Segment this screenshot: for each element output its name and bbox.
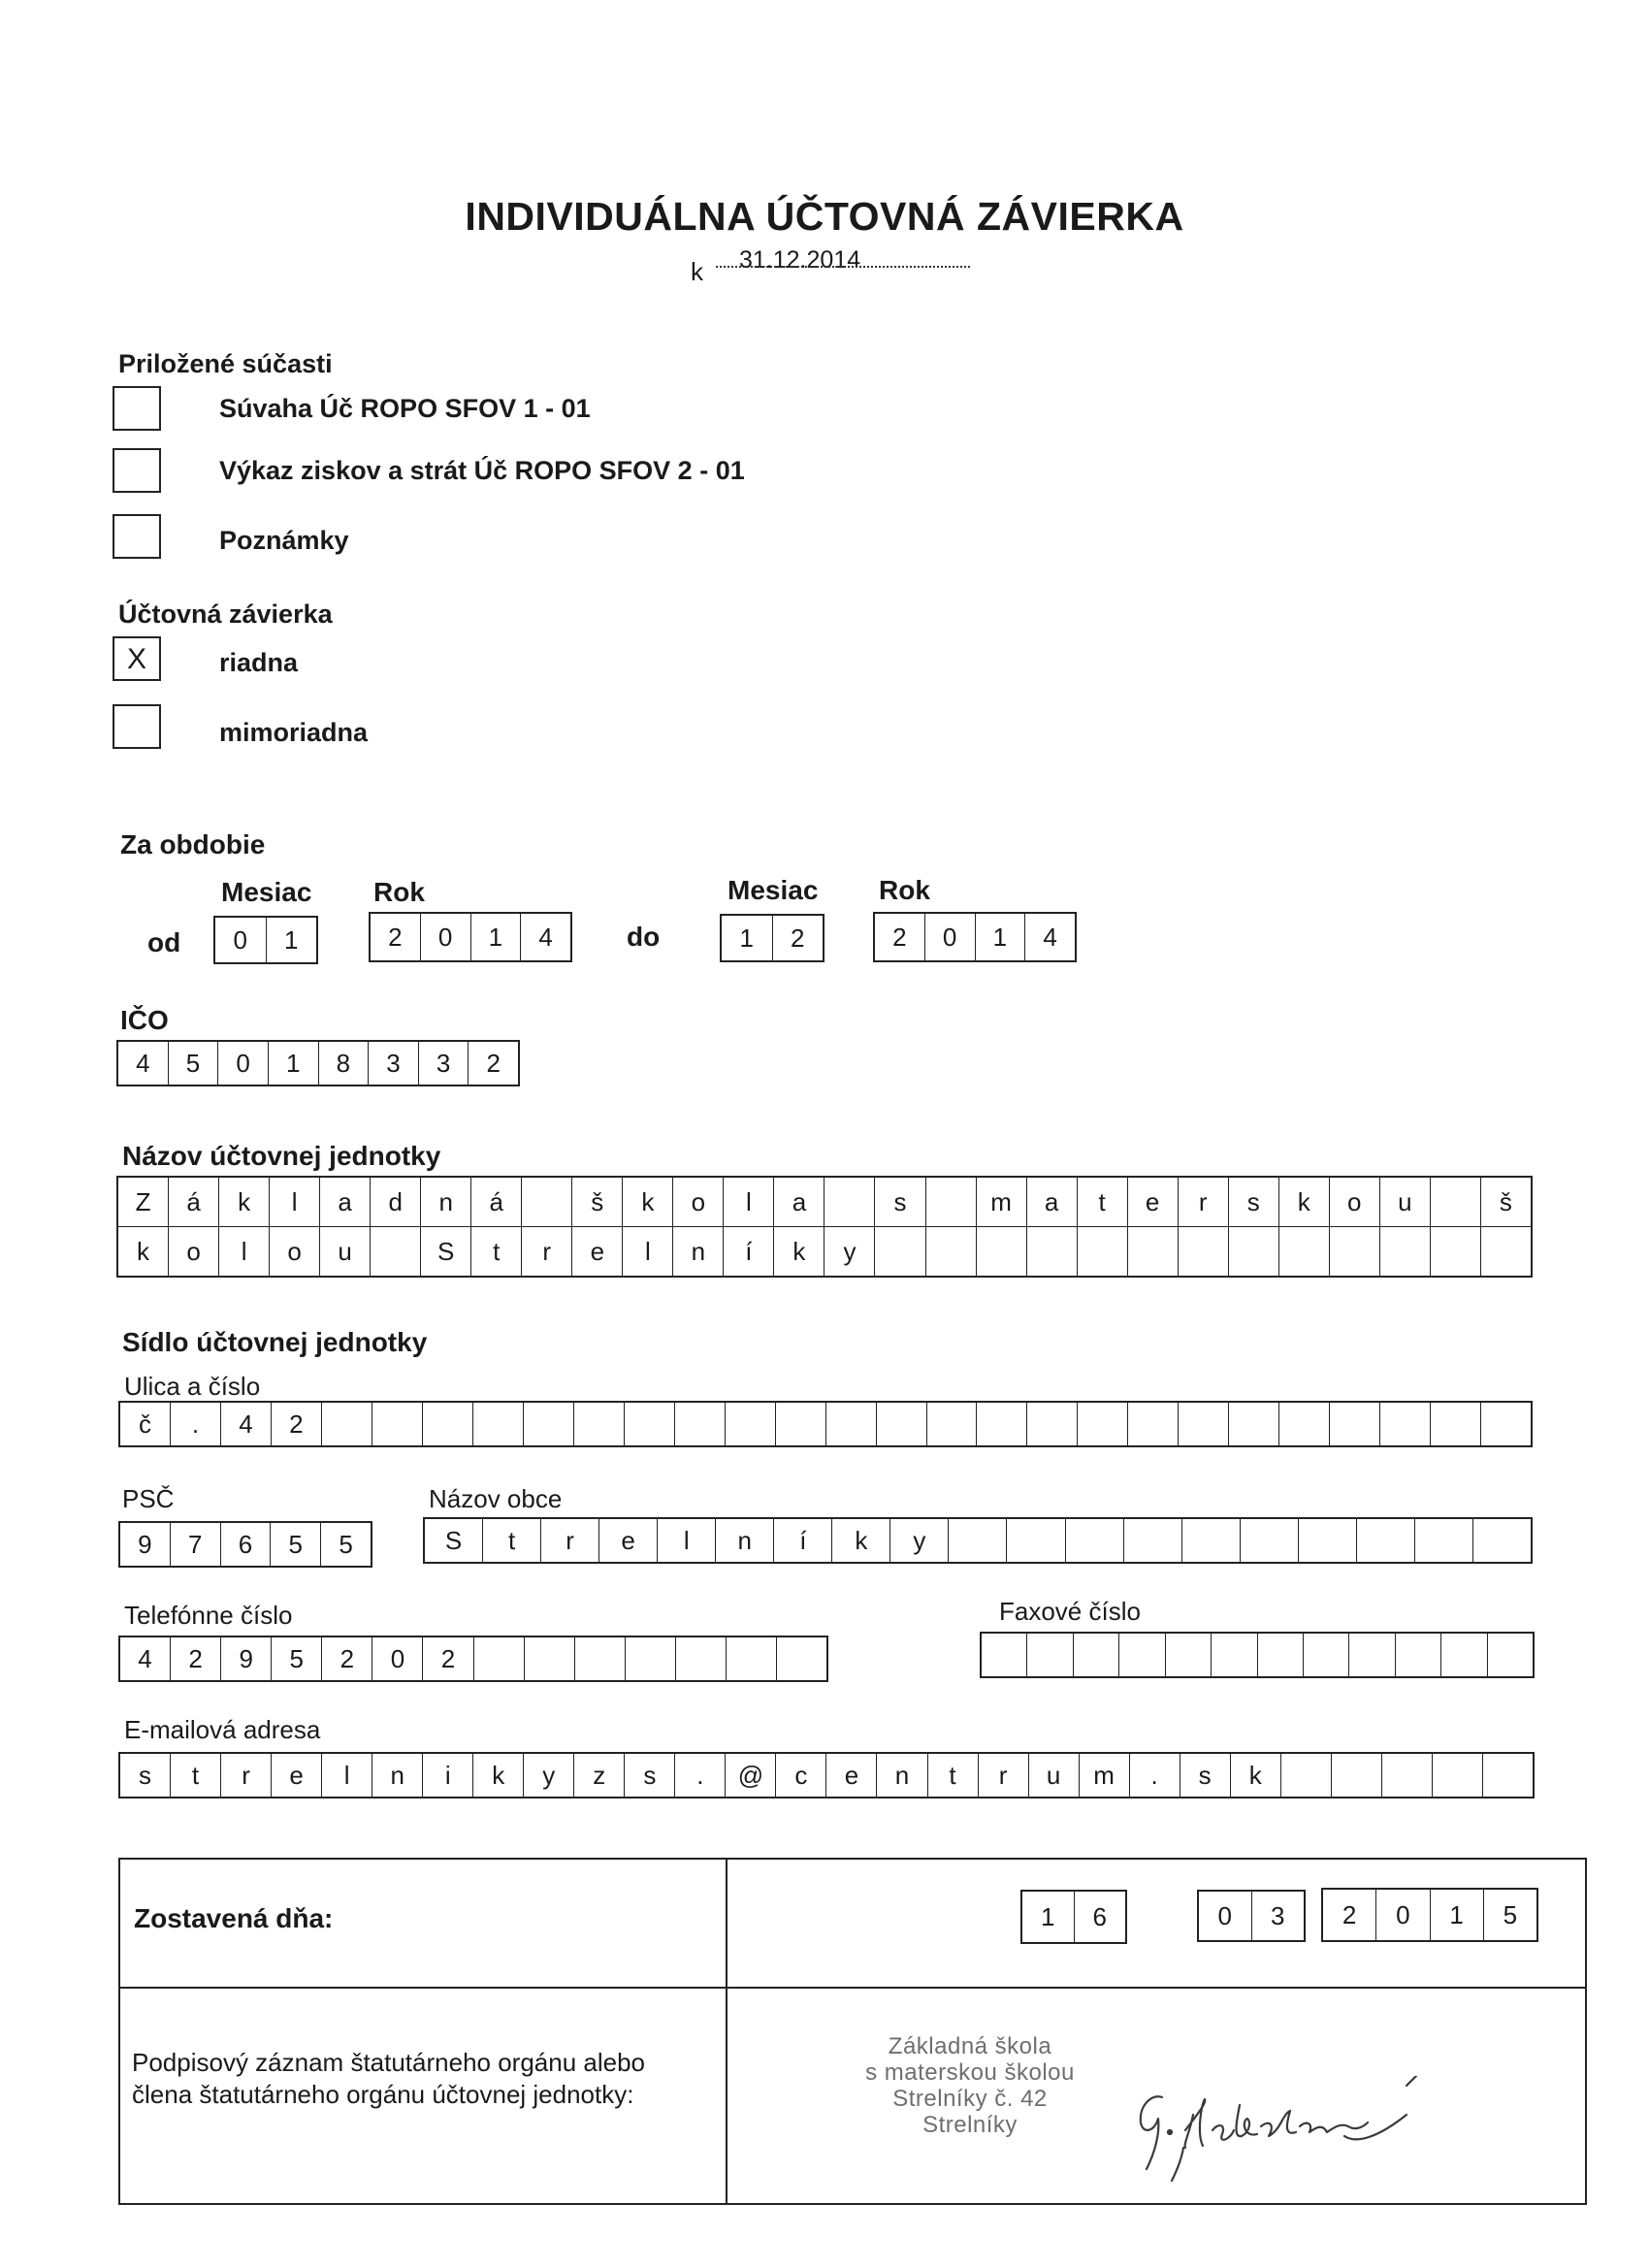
digit-box: 3 [369,1042,419,1085]
char-box [1304,1634,1349,1676]
digit-box: 1 [1431,1890,1484,1940]
char-box: . [675,1754,726,1797]
digit-box: 0 [421,914,471,960]
char-box [626,1637,676,1680]
closing-label-regular: riadna [219,648,299,677]
char-box: a [320,1178,371,1226]
char-box [1066,1519,1124,1562]
char-box [625,1403,675,1445]
char-box [1431,1403,1481,1445]
char-box: u [1029,1754,1080,1797]
char-box: k [832,1519,890,1562]
attachment-checkbox-profit-loss[interactable] [113,448,161,493]
date-dotted-line [716,266,970,268]
char-box [1258,1634,1304,1676]
to-year-label: Rok [879,875,930,905]
char-box: n [673,1227,724,1276]
char-box [1380,1227,1431,1276]
entity-name-field[interactable] [116,1176,1533,1278]
email-label: E-mailová adresa [124,1715,321,1744]
char-box [1182,1519,1241,1562]
compiled-day-field[interactable] [1020,1890,1127,1944]
digit-box: 4 [538,922,553,952]
char-box: . [171,1403,221,1445]
char-box [1281,1754,1332,1797]
char-box [1078,1403,1128,1445]
digit-box: 0 [1376,1890,1430,1940]
char-box [875,1227,925,1276]
char-box [575,1637,626,1680]
char-box: l [270,1178,320,1226]
char-box: s [120,1754,171,1797]
char-box: n [716,1519,774,1562]
char-box: d [371,1178,421,1226]
digit-box: 2 [371,914,421,960]
char-box: r [541,1519,599,1562]
digit-box: 3 [419,1042,469,1085]
char-box: š [1499,1186,1512,1216]
psc-label: PSČ [122,1484,175,1513]
handwritten-signature [1125,2076,1436,2183]
from-year-label: Rok [373,877,425,907]
char-box: n [421,1178,471,1226]
char-box: 6 [221,1523,272,1566]
char-box [1299,1519,1357,1562]
char-box [1473,1519,1531,1562]
char-box: l [219,1227,270,1276]
char-box: k [118,1227,169,1276]
city-field[interactable] [423,1517,1533,1564]
from-month-label: Mesiac [221,877,312,907]
char-box: š [572,1178,623,1226]
char-box [1431,1227,1481,1276]
digit-box: 0 [925,914,976,960]
char-box [727,1637,777,1680]
char-box: 7 [171,1523,221,1566]
char-box: u [320,1227,371,1276]
char-box [1349,1634,1395,1676]
digit-box: 8 [319,1042,370,1085]
school-stamp [824,2033,1116,2138]
char-box [1396,1634,1441,1676]
char-box [824,1178,875,1226]
char-box [1229,1403,1279,1445]
digit-box: 1 [269,1042,319,1085]
stamp-line-1: Základná škola [888,2033,1052,2059]
table-divider-vertical [726,1858,728,2205]
char-box: 5 [339,1529,353,1559]
phone-label: Telefónne číslo [124,1601,293,1630]
char-box [1027,1403,1078,1445]
from-year-field[interactable] [369,912,572,962]
char-box: k [774,1227,824,1276]
attachment-checkbox-balance[interactable] [113,386,161,431]
digit-box: 1 [471,914,522,960]
char-box: k [473,1754,524,1797]
char-box [574,1403,625,1445]
char-box: 0 [372,1637,423,1680]
char-box [423,1403,473,1445]
char-box: o [169,1227,219,1276]
char-box: 9 [221,1637,272,1680]
char-box [1241,1519,1299,1562]
document-title: INDIVIDUÁLNA ÚČTOVNÁ ZÁVIERKA [465,194,1184,239]
char-box: u [1380,1178,1431,1226]
char-box [676,1637,727,1680]
entity-name-row-2 [118,1226,1531,1276]
char-box [1027,1227,1078,1276]
table-divider-horizontal [118,1987,1587,1989]
phone-field[interactable] [118,1636,828,1682]
char-box: e [599,1519,658,1562]
char-box: l [658,1519,716,1562]
char-box [1433,1754,1483,1797]
char-box [1332,1754,1382,1797]
entity-name-row-1 [118,1178,1531,1226]
char-box: k [219,1178,270,1226]
char-box: s [875,1178,925,1226]
char-box: á [471,1178,522,1226]
char-box: l [623,1227,673,1276]
char-box [1027,1634,1073,1676]
char-box [1483,1754,1533,1797]
char-box: í [774,1519,832,1562]
signature-label [132,2047,645,2111]
char-box [675,1403,726,1445]
compiled-year-field[interactable] [1321,1888,1538,1942]
char-box [826,1403,877,1445]
char-box: k [623,1178,673,1226]
char-box: s [625,1754,675,1797]
char-box: t [171,1754,221,1797]
closing-label-extraordinary: mimoriadna [219,718,369,747]
char-box: í [724,1227,774,1276]
char-box [977,1227,1027,1276]
char-box: 2 [423,1637,473,1680]
digit-box: 0 [218,1042,269,1085]
char-box: o [1330,1178,1380,1226]
char-box: o [270,1227,320,1276]
char-box [1229,1227,1279,1276]
char-box [474,1637,525,1680]
stamp-line-4: Strelníky [922,2112,1018,2138]
digit-box: 1 [284,924,299,955]
char-box [322,1403,372,1445]
street-label: Ulica a číslo [124,1372,261,1401]
compiled-label: Zostavená dňa: [134,1903,334,1933]
char-box: t [471,1227,522,1276]
char-box: y [890,1519,949,1562]
char-box: a [774,1178,824,1226]
char-box: l [724,1178,774,1226]
stamp-line-3: Strelníky č. 42 [892,2086,1048,2112]
char-box: m [1080,1754,1130,1797]
fax-field[interactable] [980,1632,1535,1678]
char-box: 4 [120,1637,171,1680]
char-box: t [928,1754,979,1797]
digit-box: 2 [791,923,805,953]
char-box [877,1403,927,1445]
psc-field[interactable] [118,1521,372,1568]
attachments-heading: Priložené súčasti [118,349,333,378]
char-box [982,1634,1027,1676]
char-box [1119,1634,1165,1676]
char-box: r [979,1754,1029,1797]
to-month-field[interactable] [720,914,824,962]
char-box: n [372,1754,423,1797]
char-box: e [572,1227,623,1276]
digit-box: 1 [976,914,1026,960]
entity-name-label: Názov účtovnej jednotky [122,1141,441,1171]
char-box [1007,1519,1065,1562]
char-box: e [272,1754,322,1797]
char-box [1179,1227,1229,1276]
char-box [776,1403,826,1445]
digit-box: 3 [1271,1900,1285,1930]
digit-box: 0 [215,918,267,962]
char-box: 9 [120,1523,171,1566]
char-box: n [877,1754,927,1797]
char-box: m [977,1178,1027,1226]
signature-label-line-2: člena štatutárneho orgánu účtovnej jednotky: [132,2080,634,2109]
char-box [522,1178,572,1226]
char-box [1441,1634,1487,1676]
char-box: l [322,1754,372,1797]
char-box [1078,1227,1128,1276]
attachment-label-notes: Poznámky [219,526,349,555]
from-month-field[interactable] [213,916,318,964]
char-box [1166,1634,1212,1676]
date-prefix: k [691,257,703,286]
digit-box: 0 [1199,1892,1252,1940]
ico-field[interactable] [116,1040,520,1086]
char-box: S [425,1519,483,1562]
char-box [1415,1519,1473,1562]
char-box [473,1403,524,1445]
char-box: e [826,1754,877,1797]
city-label: Názov obce [429,1484,563,1513]
closing-date: 31.12.2014 [739,246,861,274]
char-box: á [169,1178,219,1226]
to-year-field[interactable] [873,912,1077,962]
signature-label-line-1: Podpisový záznam štatutárneho orgánu alebo [132,2048,646,2077]
stamp-line-2: s materskou školou [865,2059,1075,2086]
digit-box: 2 [1323,1890,1376,1940]
char-box [1481,1227,1531,1276]
char-box [1488,1634,1533,1676]
attachment-checkbox-notes[interactable] [113,514,161,559]
char-box: r [221,1754,272,1797]
char-box [1330,1227,1380,1276]
char-box: 2 [272,1403,322,1445]
char-box [1212,1634,1257,1676]
char-box [1124,1519,1182,1562]
char-box: c [776,1754,826,1797]
char-box [525,1637,575,1680]
char-box [1357,1519,1415,1562]
compiled-month-field[interactable] [1197,1890,1306,1942]
digit-box: 1 [1022,1892,1075,1942]
char-box [1179,1403,1229,1445]
char-box [926,1227,977,1276]
char-box [1074,1634,1119,1676]
digit-box: 5 [169,1042,219,1085]
digit-box: 2 [875,914,925,960]
char-box [1279,1227,1330,1276]
digit-box: 5 [1503,1899,1518,1929]
char-box: z [574,1754,625,1797]
char-box [977,1403,1027,1445]
closing-heading: Účtovná závierka [118,599,333,629]
digit-box: 2 [486,1048,501,1078]
char-box: s [1180,1754,1231,1797]
closing-checkbox-regular[interactable]: X [113,636,161,681]
char-box: S [421,1227,471,1276]
char-box: @ [726,1754,776,1797]
char-box: i [423,1754,473,1797]
digit-box: 4 [118,1042,169,1085]
char-box: t [483,1519,541,1562]
char-box [524,1403,574,1445]
char-box [949,1519,1007,1562]
street-field[interactable] [118,1401,1533,1447]
char-box [1128,1403,1179,1445]
char-box: 2 [322,1637,372,1680]
char-box: 2 [171,1637,221,1680]
period-from-label: od [147,927,181,957]
char-box: a [1027,1178,1078,1226]
closing-checkbox-extraordinary[interactable] [113,704,161,749]
digit-box: 1 [722,916,773,960]
digit-box: 6 [1092,1901,1107,1931]
period-to-label: do [627,922,661,952]
char-box [1382,1754,1433,1797]
char-box [1279,1403,1330,1445]
char-box: 5 [272,1637,322,1680]
char-box: s [1229,1178,1279,1226]
char-box: y [524,1754,574,1797]
to-month-label: Mesiac [728,875,819,905]
char-box [1128,1227,1179,1276]
char-box: Z [118,1178,169,1226]
char-box: e [1128,1178,1179,1226]
period-heading: Za obdobie [120,829,266,859]
attachment-label-profit-loss: Výkaz ziskov a strát Úč ROPO SFOV 2 - 01 [219,456,745,485]
char-box [726,1403,776,1445]
char-box [1431,1178,1481,1226]
char-box: t [1078,1178,1128,1226]
char-box [1380,1403,1431,1445]
char-box: č [120,1403,171,1445]
char-box [777,1637,826,1680]
ico-label: IČO [120,1005,169,1035]
char-box: k [1231,1754,1281,1797]
char-box [927,1403,978,1445]
char-box [1330,1403,1380,1445]
char-box: 4 [221,1403,272,1445]
char-box: . [1130,1754,1180,1797]
char-box: o [673,1178,724,1226]
char-box: k [1279,1178,1330,1226]
fax-label: Faxové číslo [999,1597,1141,1626]
digit-box: 4 [1043,922,1057,952]
seat-label: Sídlo účtovnej jednotky [122,1327,428,1357]
email-field[interactable] [118,1752,1535,1798]
char-box: 5 [271,1523,321,1566]
char-box [371,1227,421,1276]
attachment-label-balance: Súvaha Úč ROPO SFOV 1 - 01 [219,394,591,423]
char-box [372,1403,423,1445]
char-box: r [522,1227,572,1276]
char-box [1481,1403,1531,1445]
char-box: y [824,1227,875,1276]
char-box: r [1179,1178,1229,1226]
char-box [926,1178,977,1226]
